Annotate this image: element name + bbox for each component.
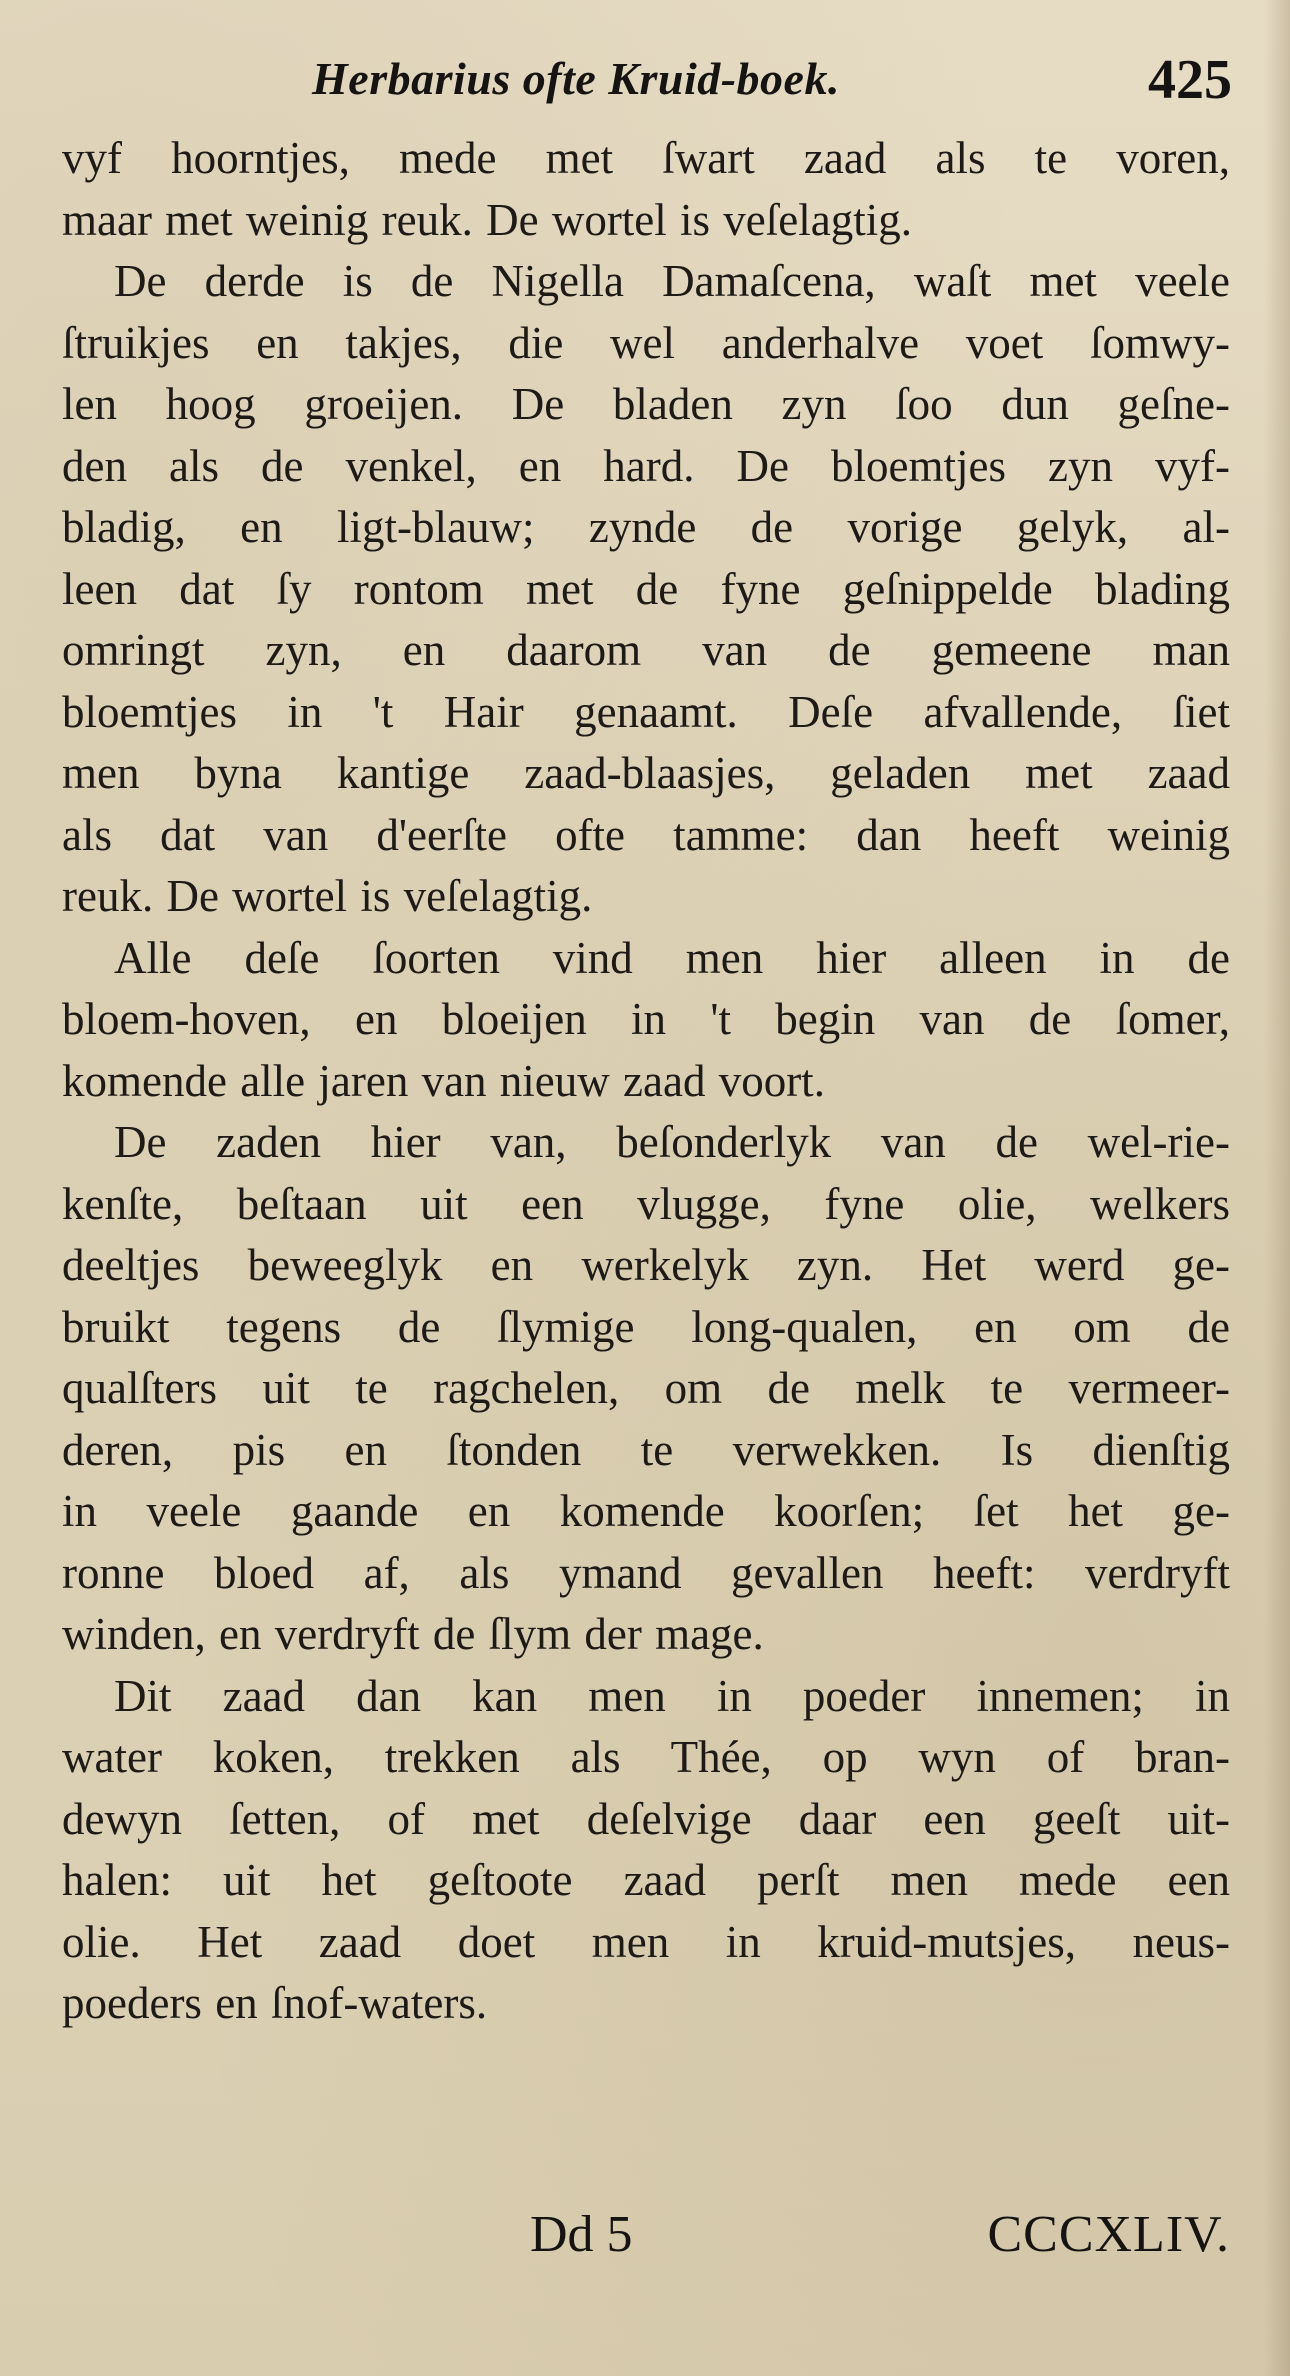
text-line: maar met weinig reuk. De wortel is veſelagtig. — [62, 194, 912, 245]
text-line: men byna kantige zaad-blaasjes, geladen met zaad — [62, 748, 1230, 798]
text-line: vyf hoorntjes, mede met ſwart zaad als te voren, — [62, 133, 1230, 183]
running-head: Herbarius ofte Kruid-boek. — [312, 53, 840, 104]
text-line: olie. Het zaad doet men in kruid-mutsjes, neus- — [62, 1916, 1230, 1967]
paragraph-1 — [62, 128, 1230, 251]
text-line: deeltjes beweeglyk en werkelyk zyn. Het werd ge- — [62, 1240, 1230, 1290]
text-body — [62, 128, 1230, 2035]
text-line: ronne bloed af, als ymand gevallen heeft: verdryft — [62, 1547, 1230, 1598]
text-line: Dit zaad dan kan men in poeder innemen; in — [114, 1670, 1230, 1721]
signature-mark: Dd 5 — [530, 2206, 633, 2263]
text-line: leen dat ſy rontom met de fyne geſnippelde blading — [62, 563, 1230, 614]
text-line: in veele gaande en komende koorſen; ſet het ge- — [62, 1486, 1230, 1536]
page-edge-shading — [1264, 0, 1290, 2376]
text-line: water koken, trekken als Thée, op wyn of bran- — [62, 1732, 1230, 1782]
text-line: len hoog groeijen. De bladen zyn ſoo dun geſne- — [62, 379, 1230, 429]
text-line: bladig, en ligt-blauw; zynde de vorige gelyk, al- — [62, 502, 1230, 552]
page-footer — [0, 2205, 1290, 2275]
page-header — [0, 49, 1290, 112]
paragraph-2 — [62, 251, 1230, 928]
catchword: CCCXLIV. — [987, 2206, 1230, 2263]
text-line: winden, en verdryft de ſlym der mage. — [62, 1609, 764, 1659]
text-line: dewyn ſetten, of met deſelvige daar een geeſt uit- — [62, 1793, 1230, 1844]
text-line: als dat van d'eerſte ofte tamme: dan heeft weinig — [62, 809, 1230, 860]
text-line: Alle deſe ſoorten vind men hier alleen in de — [114, 932, 1230, 983]
page-number: 425 — [1148, 49, 1232, 111]
text-line: De zaden hier van, beſonderlyk van de wel-rie- — [114, 1117, 1230, 1167]
text-line: bloem-hoven, en bloeijen in 't begin van de ſomer, — [62, 994, 1230, 1044]
text-line: reuk. De wortel is veſelagtig. — [62, 871, 593, 921]
text-line: komende alle jaren van nieuw zaad voort. — [62, 1055, 825, 1106]
text-line: kenſte, beſtaan uit een vlugge, fyne olie, welkers — [62, 1178, 1230, 1229]
text-line: ſtruikjes en takjes, die wel anderhalve voet ſomwy- — [62, 317, 1230, 368]
text-line: halen: uit het geſtoote zaad perſt men mede een — [62, 1855, 1230, 1905]
text-line: bloemtjes in 't Hair genaamt. Deſe afvallende, ſiet — [62, 686, 1230, 737]
text-line: deren, pis en ſtonden te verwekken. Is dienſtig — [62, 1424, 1230, 1475]
text-line: bruikt tegens de ſlymige long-qualen, en om de — [62, 1301, 1230, 1352]
text-line: qualſters uit te ragchelen, om de melk te vermeer- — [62, 1363, 1230, 1413]
paragraph-4 — [62, 1112, 1230, 1666]
text-line: omringt zyn, en daarom van de gemeene man — [62, 625, 1230, 675]
text-line: den als de venkel, en hard. De bloemtjes zyn vyf- — [62, 440, 1230, 491]
text-line: De derde is de Nigella Damaſcena, waſt met veele — [114, 256, 1230, 306]
paragraph-5 — [62, 1666, 1230, 2035]
text-line: poeders en ſnof-waters. — [62, 1978, 488, 2028]
paragraph-3 — [62, 928, 1230, 1113]
